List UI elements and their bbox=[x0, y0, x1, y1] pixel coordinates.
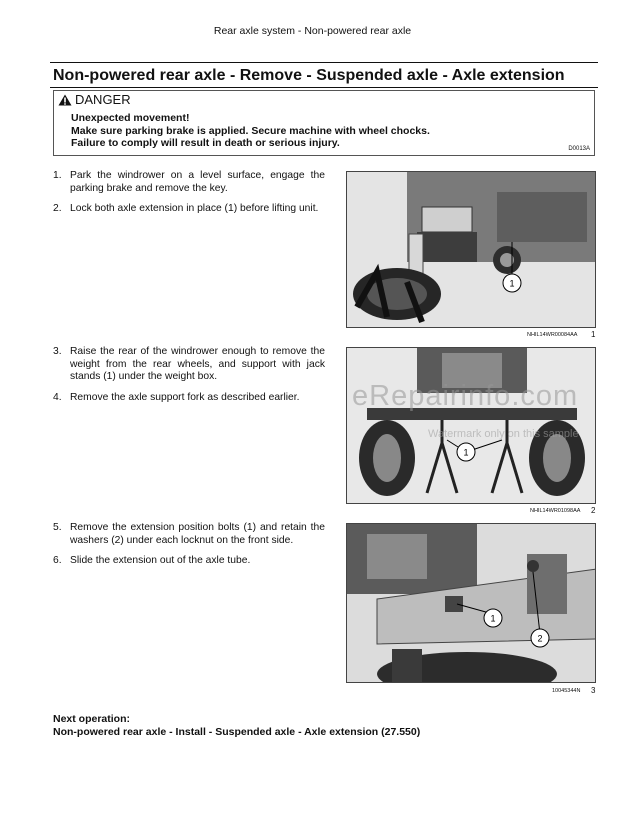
step-number: 4. bbox=[53, 391, 62, 403]
figure-1-code: NHIL14WR00084AA bbox=[527, 332, 578, 338]
danger-header bbox=[58, 92, 131, 107]
figure-3-callout-1: 1 bbox=[490, 613, 496, 624]
step-item bbox=[53, 522, 325, 547]
figure-1-number: 1 bbox=[591, 330, 596, 339]
step-text: Slide the extension out of the axle tube. bbox=[70, 555, 251, 566]
figure-3-image bbox=[346, 523, 596, 683]
step-number: 6. bbox=[53, 555, 62, 566]
figure-2-callout: 1 bbox=[463, 447, 469, 458]
danger-box bbox=[53, 90, 595, 156]
step-text: Lock both axle extension in place (1) before lifting unit. bbox=[70, 203, 319, 214]
steps-group-3 bbox=[53, 522, 325, 576]
figure-2-code: NHIL14WR01098AA bbox=[530, 508, 581, 514]
danger-line: Failure to comply will result in death or serious injury. bbox=[71, 137, 340, 149]
step-number: 3. bbox=[53, 346, 62, 357]
steps-group-1 bbox=[53, 170, 325, 224]
step-text: Park the windrower on a level surface, engage the parking brake and remove the key. bbox=[70, 170, 325, 194]
danger-line: Make sure parking brake is applied. Secure machine with wheel chocks. bbox=[71, 124, 430, 137]
figure-3-code: 10045344N bbox=[552, 688, 581, 694]
danger-message bbox=[71, 112, 430, 150]
figure-2-image bbox=[346, 347, 596, 504]
step-item bbox=[53, 203, 325, 216]
next-operation-link[interactable]: Non-powered rear axle - Install - Suspended axle - Axle extension (27.550) bbox=[53, 726, 421, 738]
step-item bbox=[53, 346, 325, 384]
step-item bbox=[53, 555, 325, 568]
step-text: Remove the extension position bolts (1) and retain the washers (2) under each locknut on the front side. bbox=[70, 522, 325, 546]
step-item bbox=[53, 170, 325, 195]
figure-3-callout-2: 2 bbox=[537, 633, 543, 644]
next-operation-label: Next operation: bbox=[53, 713, 131, 725]
steps-group-2 bbox=[53, 346, 325, 412]
danger-label: DANGER bbox=[75, 92, 131, 107]
figure-1-callout: 1 bbox=[509, 278, 515, 289]
danger-code: D0013A bbox=[568, 146, 590, 152]
figure-3-number: 3 bbox=[591, 686, 596, 695]
step-number: 1. bbox=[53, 170, 62, 181]
running-header: Rear axle system - Non-powered rear axle bbox=[213, 25, 412, 37]
step-text: Remove the axle support fork as described earlier. bbox=[70, 391, 300, 403]
watermark-sub: Watermark only on this sample bbox=[428, 428, 579, 440]
next-operation bbox=[53, 713, 420, 739]
figure-1-image bbox=[346, 171, 596, 328]
danger-line: Unexpected movement! bbox=[71, 112, 190, 124]
figure-2-number: 2 bbox=[591, 506, 596, 515]
watermark: eRepairinfo.com bbox=[352, 380, 579, 412]
step-item bbox=[53, 392, 325, 405]
step-text: Raise the rear of the windrower enough to remove the weight from the rear wheels, and support with jack stands (1) under the weight box. bbox=[70, 346, 325, 382]
page-title: Non-powered rear axle - Remove - Suspended axle - Axle extension bbox=[50, 62, 598, 88]
step-number: 5. bbox=[53, 522, 62, 533]
step-number: 2. bbox=[53, 203, 62, 214]
warning-triangle-icon bbox=[58, 94, 72, 106]
